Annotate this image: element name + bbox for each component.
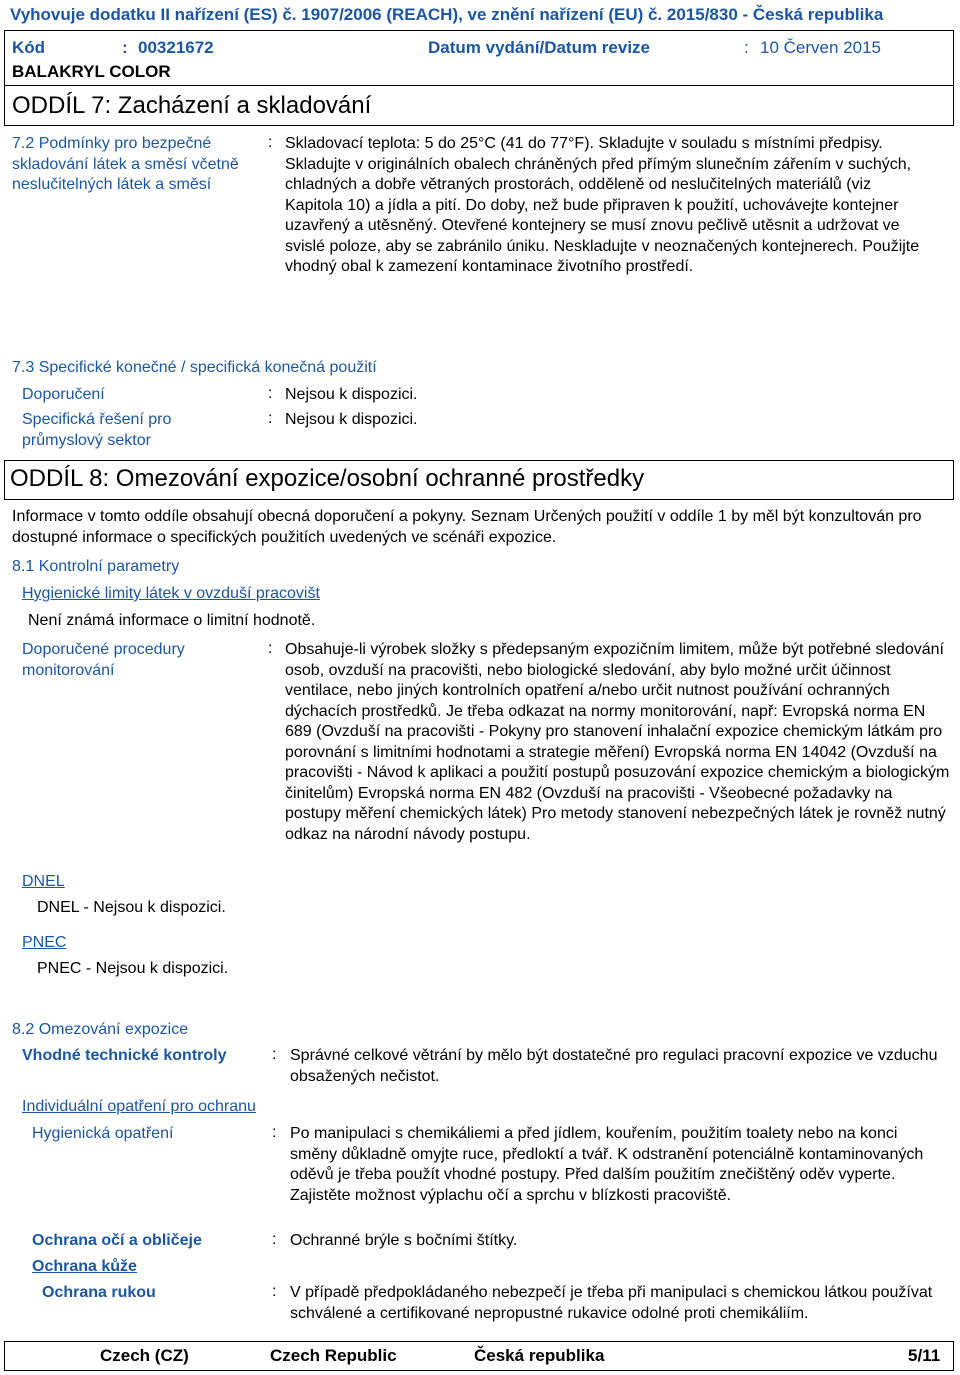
- hygiene-text: Po manipulaci s chemikáliemi a před jídlem, kouřením, použitím toalety nebo na konci směny důkladně omyjte ruce, předloktí a tvář. K odstranění potenciálně kontaminovaných oděvů je třeba použít vhodné postupy. Před dalším použitím znečištěný oděv vyperte. Zajistěte možnost výplachu očí a sprchu v blízkosti pracoviště.: [290, 1125, 924, 1204]
- section82-title: 8.2 Omezování expozice: [12, 1021, 189, 1038]
- dnel-text: DNEL - Nejsou k dispozici.: [37, 899, 226, 916]
- section8-title: ODDÍL 8: Omezování expozice/osobní ochranné prostředky: [10, 465, 645, 492]
- section81-title: 8.1 Kontrolní parametry: [12, 558, 180, 575]
- industrial-value: Nejsou k dispozici.: [285, 411, 418, 428]
- code-value: 00321672: [138, 38, 214, 57]
- engineering-controls-text: Správné celkové větrání by mělo být dostatečné pro regulaci pracovní expozice ve vzduchu obsažených nečistot.: [290, 1047, 938, 1085]
- recommendation-value: Nejsou k dispozici.: [285, 386, 418, 403]
- eye-protection-label: Ochrana očí a obličeje: [32, 1232, 202, 1249]
- footer-language: Czech (CZ): [100, 1346, 189, 1365]
- pnec-text: PNEC - Nejsou k dispozici.: [37, 960, 229, 977]
- industrial-label: Specifická řešení pro průmyslový sektor: [22, 411, 172, 449]
- date-value: 10 Červen 2015: [760, 38, 881, 57]
- dnel-heading: DNEL: [22, 873, 65, 890]
- footer-country: Czech Republic: [270, 1346, 397, 1365]
- document-title: Vyhovuje dodatku II nařízení (ES) č. 1907/2006 (REACH), ve znění nařízení (EU) č. 2015/830 - Česká republika: [10, 5, 884, 24]
- section7-title: ODDÍL 7: Zacházení a skladování: [12, 92, 372, 119]
- monitoring-text: Obsahuje-li výrobek složky s předepsaným expozičním limitem, může být potřebné sledování osob, ovzduší na pracovišti, nebo biologické sledování, aby bylo možné určit účinnost ventilace, nebo jiných kontrolních opatření a/nebo určit nutnost používání ochranných dýchacích prostředků. Je třeba odkazat na normy monitorování, např: Evropská norma EN 689 (Ovzduší na pracovišti - Pokyny pro stanovení inhalační expozice chemickým látkám pro porovnání s limitními hodnotami a strategie měření) Evropská norma EN 14042 (Ovzduší na pracovišti - Návod k aplikaci a použití postupů posuzování expozice chemickým a biologickým činitelům) Evropská norma EN 482 (Ovzduší na pracovišti - Všeobecné požadavky na postupy měření chemických látek) Pro metody stanovení nebezpečných látek je rovněž nutný odkaz na národní návody postupu.: [285, 641, 950, 843]
- date-label: Datum vydání/Datum revize: [428, 38, 651, 57]
- hand-protection-label: Ochrana rukou: [42, 1284, 156, 1301]
- recommendation-label: Doporučení: [22, 386, 105, 403]
- pnec-heading: PNEC: [22, 934, 67, 951]
- exposure-limits-text: Není známá informace o limitní hodnotě.: [28, 612, 316, 629]
- footer-page-number: 5/11: [908, 1346, 941, 1365]
- eye-protection-text: Ochranné brýle s bočními štítky.: [290, 1232, 518, 1249]
- section73-title: 7.3 Specifické konečné / specifická konečná použití: [12, 359, 377, 376]
- exposure-limits-heading: Hygienické limity látek v ovzduší pracovišt: [22, 585, 320, 602]
- code-separator: :: [122, 38, 128, 57]
- section8-intro: Informace v tomto oddíle obsahují obecná doporučení a pokyny. Seznam Určených použití v oddíle 1 by měl být konzultován pro dostupné informace o specifických použitích uvedených ve scénáři expozice.: [12, 508, 922, 546]
- date-separator: :: [744, 38, 749, 57]
- individual-protection-heading: Individuální opatření pro ochranu: [22, 1098, 256, 1115]
- footer-country-local: Česká republika: [474, 1346, 605, 1365]
- engineering-controls-label: Vhodné technické kontroly: [22, 1047, 227, 1064]
- product-name: BALAKRYL COLOR: [12, 62, 171, 81]
- hand-protection-text: V případě předpokládaného nebezpečí je třeba při manipulaci s chemickou látkou používat schválené a certifikované nepropustné rukavice odolné proti chemikáliím.: [290, 1284, 933, 1322]
- code-label: Kód: [12, 38, 46, 57]
- hygiene-label: Hygienická opatření: [32, 1125, 174, 1142]
- storage-conditions-text: Skladovací teplota: 5 do 25°C (41 do 77°F). Skladujte v souladu s místními předpisy. Skladujte v originálních obalech chráněných před přímým slunečním zářením v suchých, chladných a dobře větraných prostorách, odděleně od neslučitelných materiálů (viz Kapitola 10) a jídla a pití. Do doby, než bude připraven k použití, uchovávejte kontejner uzavřený a utěsněný. Otevřené kontejnery se musí znovu pečlivě utěsnit a udržovat ve svislé poloze, aby se zabránilo úniku. Neskladujte v neoznačených kontejnerech. Použijte vhodný obal k zamezení kontaminace životního prostředí.: [285, 135, 920, 275]
- skin-protection-heading: Ochrana kůže: [32, 1258, 137, 1275]
- storage-conditions-label: 7.2 Podmínky pro bezpečné skladování látek a směsí včetně neslučitelných látek a směsí: [12, 135, 239, 193]
- monitoring-label: Doporučené procedury monitorování: [22, 641, 185, 679]
